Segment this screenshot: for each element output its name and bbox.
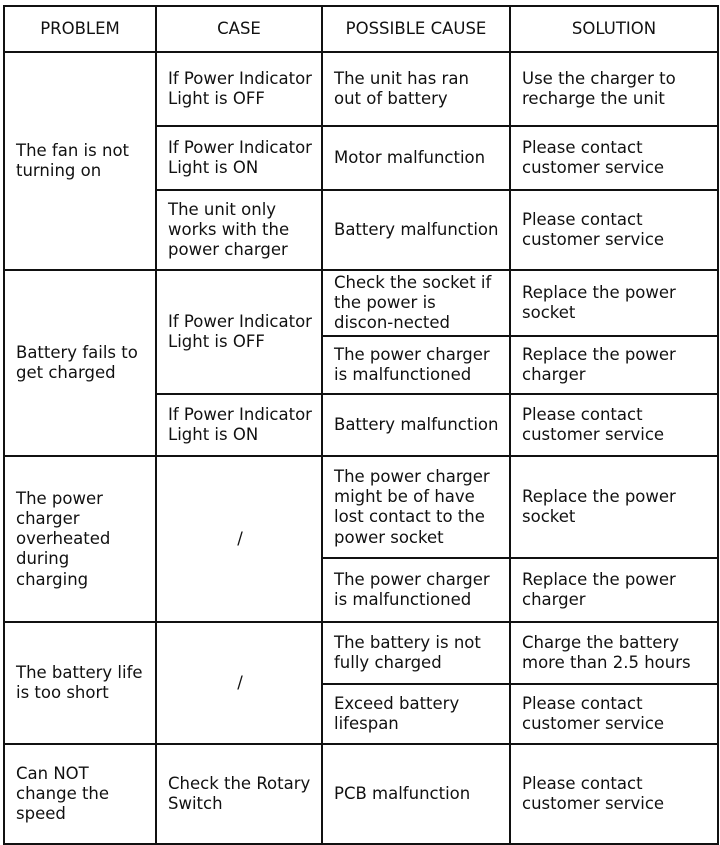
table-row bbox=[4, 744, 718, 844]
cause-cell: Battery malfunction bbox=[322, 394, 510, 456]
cause-cell: The power charger is malfunctioned bbox=[322, 558, 510, 622]
solution-cell: Please contact customer service bbox=[510, 744, 718, 844]
case-cell: / bbox=[156, 456, 322, 622]
cause-cell: The power charger might be of have lost contact to the power socket bbox=[322, 456, 510, 558]
cause-cell: The battery is not fully charged bbox=[322, 622, 510, 684]
table-row bbox=[4, 456, 718, 558]
solution-cell: Charge the battery more than 2.5 hours bbox=[510, 622, 718, 684]
cause-cell: The unit has ran out of battery bbox=[322, 52, 510, 126]
cause-cell: Exceed battery lifespan bbox=[322, 684, 510, 744]
case-cell: If Power Indicator Light is ON bbox=[156, 394, 322, 456]
cause-cell: Battery malfunction bbox=[322, 190, 510, 270]
solution-cell: Replace the power socket bbox=[510, 270, 718, 336]
solution-cell: Replace the power socket bbox=[510, 456, 718, 558]
solution-cell: Use the charger to recharge the unit bbox=[510, 52, 718, 126]
solution-cell: Replace the power charger bbox=[510, 558, 718, 622]
problem-cell: The battery life is too short bbox=[4, 622, 156, 744]
troubleshooting-table bbox=[3, 5, 719, 845]
cause-cell: PCB malfunction bbox=[322, 744, 510, 844]
cause-cell: Motor malfunction bbox=[322, 126, 510, 190]
case-cell: If Power Indicator Light is ON bbox=[156, 126, 322, 190]
header-problem: PROBLEM bbox=[4, 6, 156, 52]
header-solution: SOLUTION bbox=[510, 6, 718, 52]
case-cell: Check the Rotary Switch bbox=[156, 744, 322, 844]
cause-cell: The power charger is malfunctioned bbox=[322, 336, 510, 394]
solution-cell: Replace the power charger bbox=[510, 336, 718, 394]
solution-cell: Please contact customer service bbox=[510, 684, 718, 744]
solution-cell: Please contact customer service bbox=[510, 126, 718, 190]
case-cell: The unit only works with the power charger bbox=[156, 190, 322, 270]
header-row bbox=[4, 6, 718, 52]
header-possible-cause: POSSIBLE CAUSE bbox=[322, 6, 510, 52]
problem-cell: The power charger overheated during charging bbox=[4, 456, 156, 622]
problem-cell: The fan is not turning on bbox=[4, 52, 156, 270]
table-row bbox=[4, 270, 718, 336]
table-row bbox=[4, 622, 718, 684]
header-case: CASE bbox=[156, 6, 322, 52]
case-cell: If Power Indicator Light is OFF bbox=[156, 270, 322, 394]
case-cell: If Power Indicator Light is OFF bbox=[156, 52, 322, 126]
case-cell: / bbox=[156, 622, 322, 744]
problem-cell: Can NOT change the speed bbox=[4, 744, 156, 844]
solution-cell: Please contact customer service bbox=[510, 190, 718, 270]
problem-cell: Battery fails to get charged bbox=[4, 270, 156, 456]
cause-cell: Check the socket if the power is discon-nected bbox=[322, 270, 510, 336]
solution-cell: Please contact customer service bbox=[510, 394, 718, 456]
table-row bbox=[4, 52, 718, 126]
